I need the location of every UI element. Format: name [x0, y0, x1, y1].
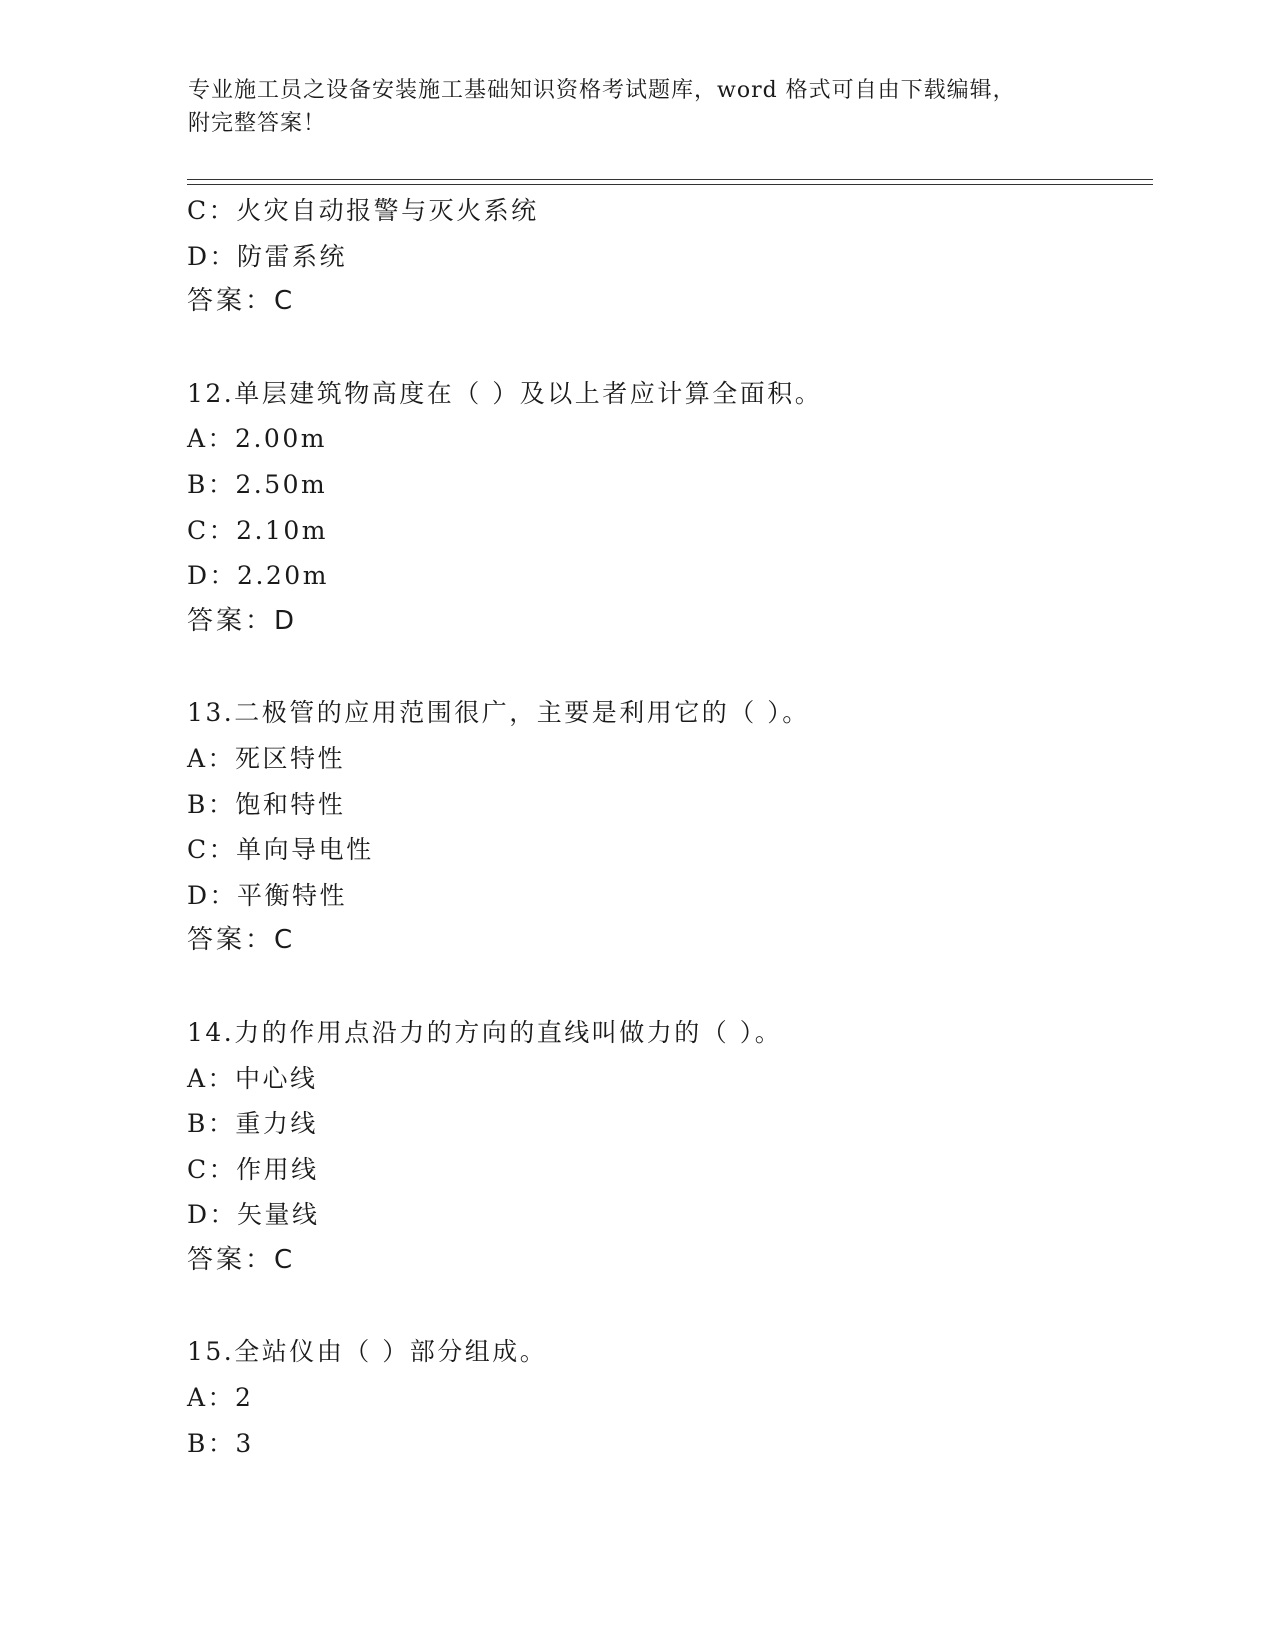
option-c: C：火灾自动报警与灭火系统: [187, 196, 539, 225]
option-c: C：作用线: [187, 1154, 319, 1184]
question-block-14: [187, 1010, 1147, 1284]
document-header: [188, 74, 1088, 140]
answer-value: C: [274, 1244, 294, 1275]
answer-label: 答案：: [187, 925, 275, 956]
answer-line: [187, 599, 1147, 645]
question-block-13: [187, 690, 1147, 964]
answer-line: [187, 1238, 1147, 1284]
header-line-1: 专业施工员之设备安装施工基础知识资格考试题库，word 格式可自由下载编辑，: [188, 78, 1016, 103]
question-block-15: [187, 1329, 1147, 1466]
option-b: B：饱和特性: [187, 789, 346, 819]
answer-value: C: [274, 925, 294, 956]
option-c: C：单向导电性: [187, 835, 374, 865]
answer-line: [187, 918, 1147, 964]
option-a: A：2.00m: [187, 424, 327, 454]
option-b: B：2.50m: [187, 469, 328, 499]
option-a: A：中心线: [187, 1063, 318, 1093]
header-divider-bottom: [187, 184, 1153, 185]
header-line-2: 附完整答案！: [188, 111, 327, 136]
answer-value: C: [274, 286, 294, 317]
option-b: B：重力线: [187, 1109, 318, 1139]
question-block-11: [187, 188, 1147, 325]
option-a: A：死区特性: [187, 743, 346, 773]
option-d: D：平衡特性: [187, 880, 348, 910]
option-d: D：2.20m: [187, 561, 329, 591]
header-divider-top: [187, 179, 1153, 180]
answer-value: D: [274, 605, 296, 636]
question-list: [187, 188, 1147, 1466]
option-a: A：2: [187, 1383, 254, 1413]
question-stem: 12.单层建筑物高度在（ ）及以上者应计算全面积。: [187, 378, 823, 408]
option-d: D：矢量线: [187, 1200, 320, 1230]
option-d: D：防雷系统: [187, 241, 348, 271]
option-b: B：3: [187, 1428, 254, 1458]
question-block-12: [187, 371, 1147, 645]
answer-label: 答案：: [187, 1244, 275, 1275]
answer-label: 答案：: [187, 605, 275, 636]
option-c: C：2.10m: [187, 515, 328, 545]
question-stem: 13.二极管的应用范围很广，主要是利用它的（ ）。: [187, 698, 810, 728]
question-stem: 14.力的作用点沿力的方向的直线叫做力的（ ）。: [187, 1017, 783, 1047]
question-stem: 15.全站仪由（ ）部分组成。: [187, 1337, 548, 1367]
answer-line: [187, 279, 1147, 325]
answer-label: 答案：: [187, 286, 275, 317]
